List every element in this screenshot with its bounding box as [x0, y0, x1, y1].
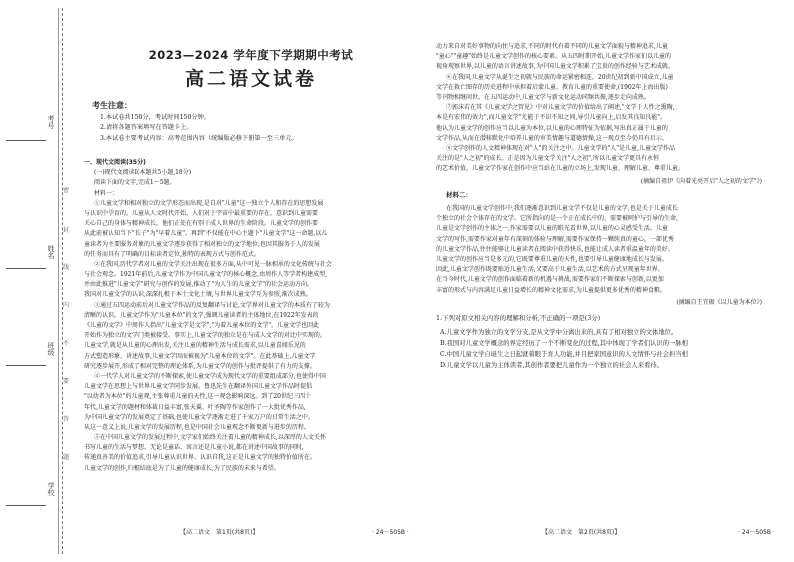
seal-char: 不 [63, 340, 70, 347]
notice-item: 1.本试卷共150分，考试时间150分钟。 [100, 114, 210, 121]
text-line: 阅读下面的文字,完成1～5题。 [94, 179, 176, 187]
page-footer: 【高二语文 第2页(共8页)】 [542, 529, 621, 536]
text-line: 的艺术价值。儿童文学作家在创作中应当站在儿童的立场上,发现儿童、理解儿童、尊重儿童。 [436, 165, 684, 173]
notice-heading: 考生注意： [92, 101, 132, 110]
material2-heading: 材料二： [446, 191, 472, 199]
text-line: 文学的写作,需要作家对童年有深刻的体验与理解,需要作家保持一颗纯真的童心。一部优秀 [436, 235, 674, 243]
option-c[interactable]: C.中国儿童文学自诞生之日起就着眼于育人功能,并且把家国意识的人文情怀与社会担当相 [440, 351, 688, 358]
seal-char: 内 [63, 302, 70, 309]
text-line: 个独立的社会个体存在的文学。它所指向的是一个正在成长中的、需要被呵护与引导的生命, [436, 215, 678, 223]
text-line: 关注的是"人之初"的成长。正是因为儿童文学关注"人之初",所以儿童文学更具有永恒 [436, 155, 659, 163]
text-line: (一)现代文阅读Ⅰ(本题共5小题,18分) [94, 169, 192, 177]
exam-number-label: 考号 [47, 115, 55, 129]
text-line: 研究逐步展开,形成了相对完整的理论体系,为儿童文学的创作与批评提供了有力的支撑。 [84, 362, 316, 370]
name-field[interactable] [6, 268, 46, 269]
text-line: ⑦郭沫若在其《儿童文学之管见》中对儿童文学的价值给出了阐述,"文学于人性之熏陶, [446, 104, 675, 112]
text-line: 并由此推进"儿童文学"研究与创作的发展,推动了"为人生的儿童文学"的社会运动方向。 [84, 281, 313, 289]
exam-title: 2023—2024 学年度下学期期中考试 [148, 48, 354, 62]
text-line: 儿童文学,就是从儿童的心理出发,关注儿童的精神生活与成长需求,以儿童喜闻乐见的 [84, 342, 306, 350]
text-line: 儿童是文学创作的主体之一,作家需要以儿童的眼光看世界,以儿童的心灵感受生活。儿童 [436, 225, 668, 233]
text-line: ②在我国,历代学者对儿童的文学关注出现在很多方面,从中可见一脉相承的文化传统与社会 [94, 260, 332, 268]
page-code: · 24－505B · [372, 529, 409, 536]
school-label: 学校 [47, 482, 55, 496]
notice-item: 2.请将各题答案填写在答题卡上。 [100, 124, 193, 132]
exam-number-field[interactable] [6, 140, 46, 141]
text-line: 儿童文学在思想上与世界儿童文学同步发展。鲁迅先生在翻译外国儿童文学作品时提倡 [84, 383, 313, 391]
binding-line [58, 8, 59, 554]
text-line: 的儿童文学作品,往往能够让儿童读者在阅读中获得快乐,也能让成人读者重温童年的美好。 [436, 245, 674, 253]
reading-passage-part1 [84, 158, 420, 474]
class-label: 班级 [47, 342, 55, 356]
school-field[interactable] [6, 505, 46, 506]
page-1 [80, 0, 422, 562]
text-line: 从此前被认知当下"长子"为"早着儿童"。再到"不仅能在中心主题下"儿童文学"这一命题,以儿 [84, 230, 328, 238]
option-d[interactable]: D.儿童文学以儿童为主体读者,其创作者要把儿童作为一个独立的社会人来看待。 [440, 362, 663, 369]
text-line: 在当今时代,儿童文学的创作面临着新的机遇与挑战,需要作家们不断探索与创新,以更加 [436, 276, 664, 284]
page-2 [432, 0, 788, 562]
seal-char: 线 [63, 264, 70, 271]
question-1-options [436, 327, 786, 371]
text-line: 儿童文学的创作,归根结底是为了儿童的健康成长,为了民族的未来与希望。 [84, 464, 280, 472]
text-line: 开始作为独立的文学门类被接受。事实上,儿童文学的独立是在与成人文学的对比中实现的。 [84, 332, 326, 340]
notice-item: 3.本试卷主要考试内容：高考范围内容（统编版必修下册第一至三单元。 [100, 134, 298, 142]
binding-margin [0, 0, 72, 562]
text-line: 视角观察世界,以儿童的语言讲述故事,为中国儿童文学积累了宝贵的创作经验与艺术成就。 [436, 63, 674, 71]
text-line: 文学在救亡图存的历史进程中承担着启蒙儿童、教育儿童的重要使命,(1902年上海出版) [436, 83, 668, 91]
text-line: 因此,儿童文学创作既要贴近儿童生活,又要高于儿童生活,以艺术的方式呈现童年世界。 [436, 266, 664, 274]
text-line: ⑤在中国儿童文学的发展过程中,文学家们始终关注着儿童的精神成长,以深厚的人文关怀 [94, 434, 326, 442]
text-line: 在我国的儿童文学创作中,我们逐渐意识到儿童文学不仅是儿童的文学,也是关于儿童成长 [446, 205, 678, 212]
seal-char: 封 [63, 227, 70, 234]
text-line: "以幼者为本位"的儿童观,主张尊重儿童的天性,这一观念影响深远。到了20世纪三四十 [84, 393, 311, 401]
text-line: 丰富的形式与内容满足儿童日益增长的精神文化需求,为儿童提供更多优秀的精神食粮。 [436, 286, 666, 294]
seal-char: 密 [63, 187, 70, 194]
text-line: 从这一意义上说,儿童文学的发展历程,也是中国社会儿童观念不断更新与进步的历程。 [84, 423, 310, 431]
option-a[interactable]: A.儿童文学作为独立的文学分支,是从文学中分离出来的,具有了相对独立的文体地位。 [440, 329, 678, 336]
text-line: 本是有宏伟的效力",而儿童文学"尤能于不识不知之间,导引儿童向上,启发其良知良能"。 [436, 114, 667, 122]
text-line: 我国对儿童文学的认识,深深扎根于本土文化土壤,与世界儿童文学互为参照,渐次成熟。 [84, 291, 312, 299]
text-line: 与社会观念。1921年前后,儿童文学作为中国儿童文学的核心概念,由周作人等学者构建成型, [84, 271, 327, 279]
text-line: ⑥在我国,儿童文学从诞生之初就与民族的命运紧密相连。20世纪初到新中国成立,儿童 [446, 73, 674, 81]
text-line: 传递真善美的价值追求,引导儿童认识世界、认识自我,这正是儿童文学的独特价值所在。 [84, 454, 316, 462]
text-line: ④一代学人对儿童文学的不断探索,使儿童文学成为现代文学的重要组成部分,也使得中国 [94, 372, 326, 380]
text-line: 为中国儿童文学的发展奠定了基础,也使儿童文学逐渐走进了千家万户的日常生活之中。 [84, 413, 314, 421]
text-line: 关心自己的身体与精神成长，他们正处在有别于成人世界的生命阶段。儿童文学的创作要 [84, 220, 319, 228]
text-line: 童读者为主要服务对象的儿童文学逐步获得了相对独立的文学地位,也因其服务于人的发展 [84, 240, 320, 248]
material2-passage [436, 204, 786, 296]
text-line: "童心""童趣"始终是儿童文学创作的核心要素。从五四时期开始,儿童文学作家们以儿童的 [436, 53, 671, 61]
exam-subtitle: 高二语文试卷 [184, 68, 317, 90]
reading-passage-part2 [436, 42, 786, 174]
page-code: · 24－505B · [738, 529, 775, 536]
text-line: 动力来自对美好事物的向往与追求,不同的时代有着不同的儿童文学面貌与精神追求,儿童 [436, 43, 668, 50]
question-1: 1.下列对原文相关内容的理解和分析,不正确的一项是(3分) [436, 314, 601, 322]
text-line: 材料一： [94, 189, 119, 197]
source-citation-2: (摘编自王宜振《以儿童为本位》) [676, 299, 762, 306]
name-label: 姓名 [47, 245, 55, 259]
text-line: 等刊物相继问世。在五四运动中,儿童文学与新文化运动同频共振,逐步走向成熟。 [436, 93, 650, 101]
seal-char: 题 [63, 454, 70, 461]
text-line: 的任务而具有了明确的目标读者定位,独特的表现方式与创作范式。 [84, 250, 260, 258]
seal-char: 答 [63, 416, 70, 423]
text-line: ③通过五四运动前后对儿童文学作品的反复翻译与讨论,文学界对儿童文学的本质有了较为 [94, 301, 330, 309]
text-line: 文学作品,从而在潜移默化中培养儿童的审美情趣与道德情操,这一观点至今仍具有启示。 [436, 134, 668, 142]
option-b[interactable]: B.我国对儿童文学概念的界定经历了一个不断变化的过程,其中体现了学者们认识的一脉相 [440, 340, 688, 347]
text-line: ⑧文学创作的人文精神体现在对"人"的关注之中。儿童文学的"人"是儿童,儿童文学作品 [446, 144, 675, 152]
text-line: 《儿童的文学》中周作人指出"儿童文学是文学","为着儿童本位的文学"。儿童文学也因此 [84, 322, 319, 329]
class-field[interactable] [6, 365, 46, 366]
text-line: 年代,儿童文学的题材和体裁日益丰富,张天翼、叶圣陶等作家创作了一大批优秀作品, [84, 403, 306, 411]
source-citation-1: (摘编自祖伊《向着光亮开启"人之初的文学"》) [640, 178, 762, 185]
text-line: 一、现代文阅读(35分) [84, 159, 146, 166]
notice-list [100, 113, 420, 144]
text-line: 清晰的认识。儿童文学作为"儿童本位"的文学,强调儿童读者的主体地位,在1922年发表的 [84, 311, 319, 319]
text-line: 书写儿童的生活与梦想。无论是童话、寓言还是儿童小说,都在讲述中国故事的同时, [84, 444, 304, 452]
text-line: 与认识中孕育的。儿童从人文时代开始，人们对于宇宙中最重要的存在，意识到儿童需要 [84, 209, 319, 217]
seal-dashed-line [62, 8, 63, 554]
page-footer: 【高二语文 第1页(共8页)】 [180, 529, 259, 536]
text-line: 方式塑造形象、讲述故事,儿童文学因而被视为"儿童本位的文学"。在此基础上,儿童文学 [84, 352, 316, 360]
text-line: 儿童文学的创作应当是多元的,它既要尊重儿童的天性,也要引导儿童健康地成长与发展。 [436, 255, 668, 263]
seal-char: 要 [63, 378, 70, 385]
text-line: 他认为儿童文学的创作应当以儿童为本位,以儿童的心理特征为依据,写出真正属于儿童的 [436, 124, 668, 132]
text-line: ①儿童文学和相对独立的文学形态而出现,是自对"儿童"这一独立个人和存在的思想发展 [94, 199, 324, 207]
